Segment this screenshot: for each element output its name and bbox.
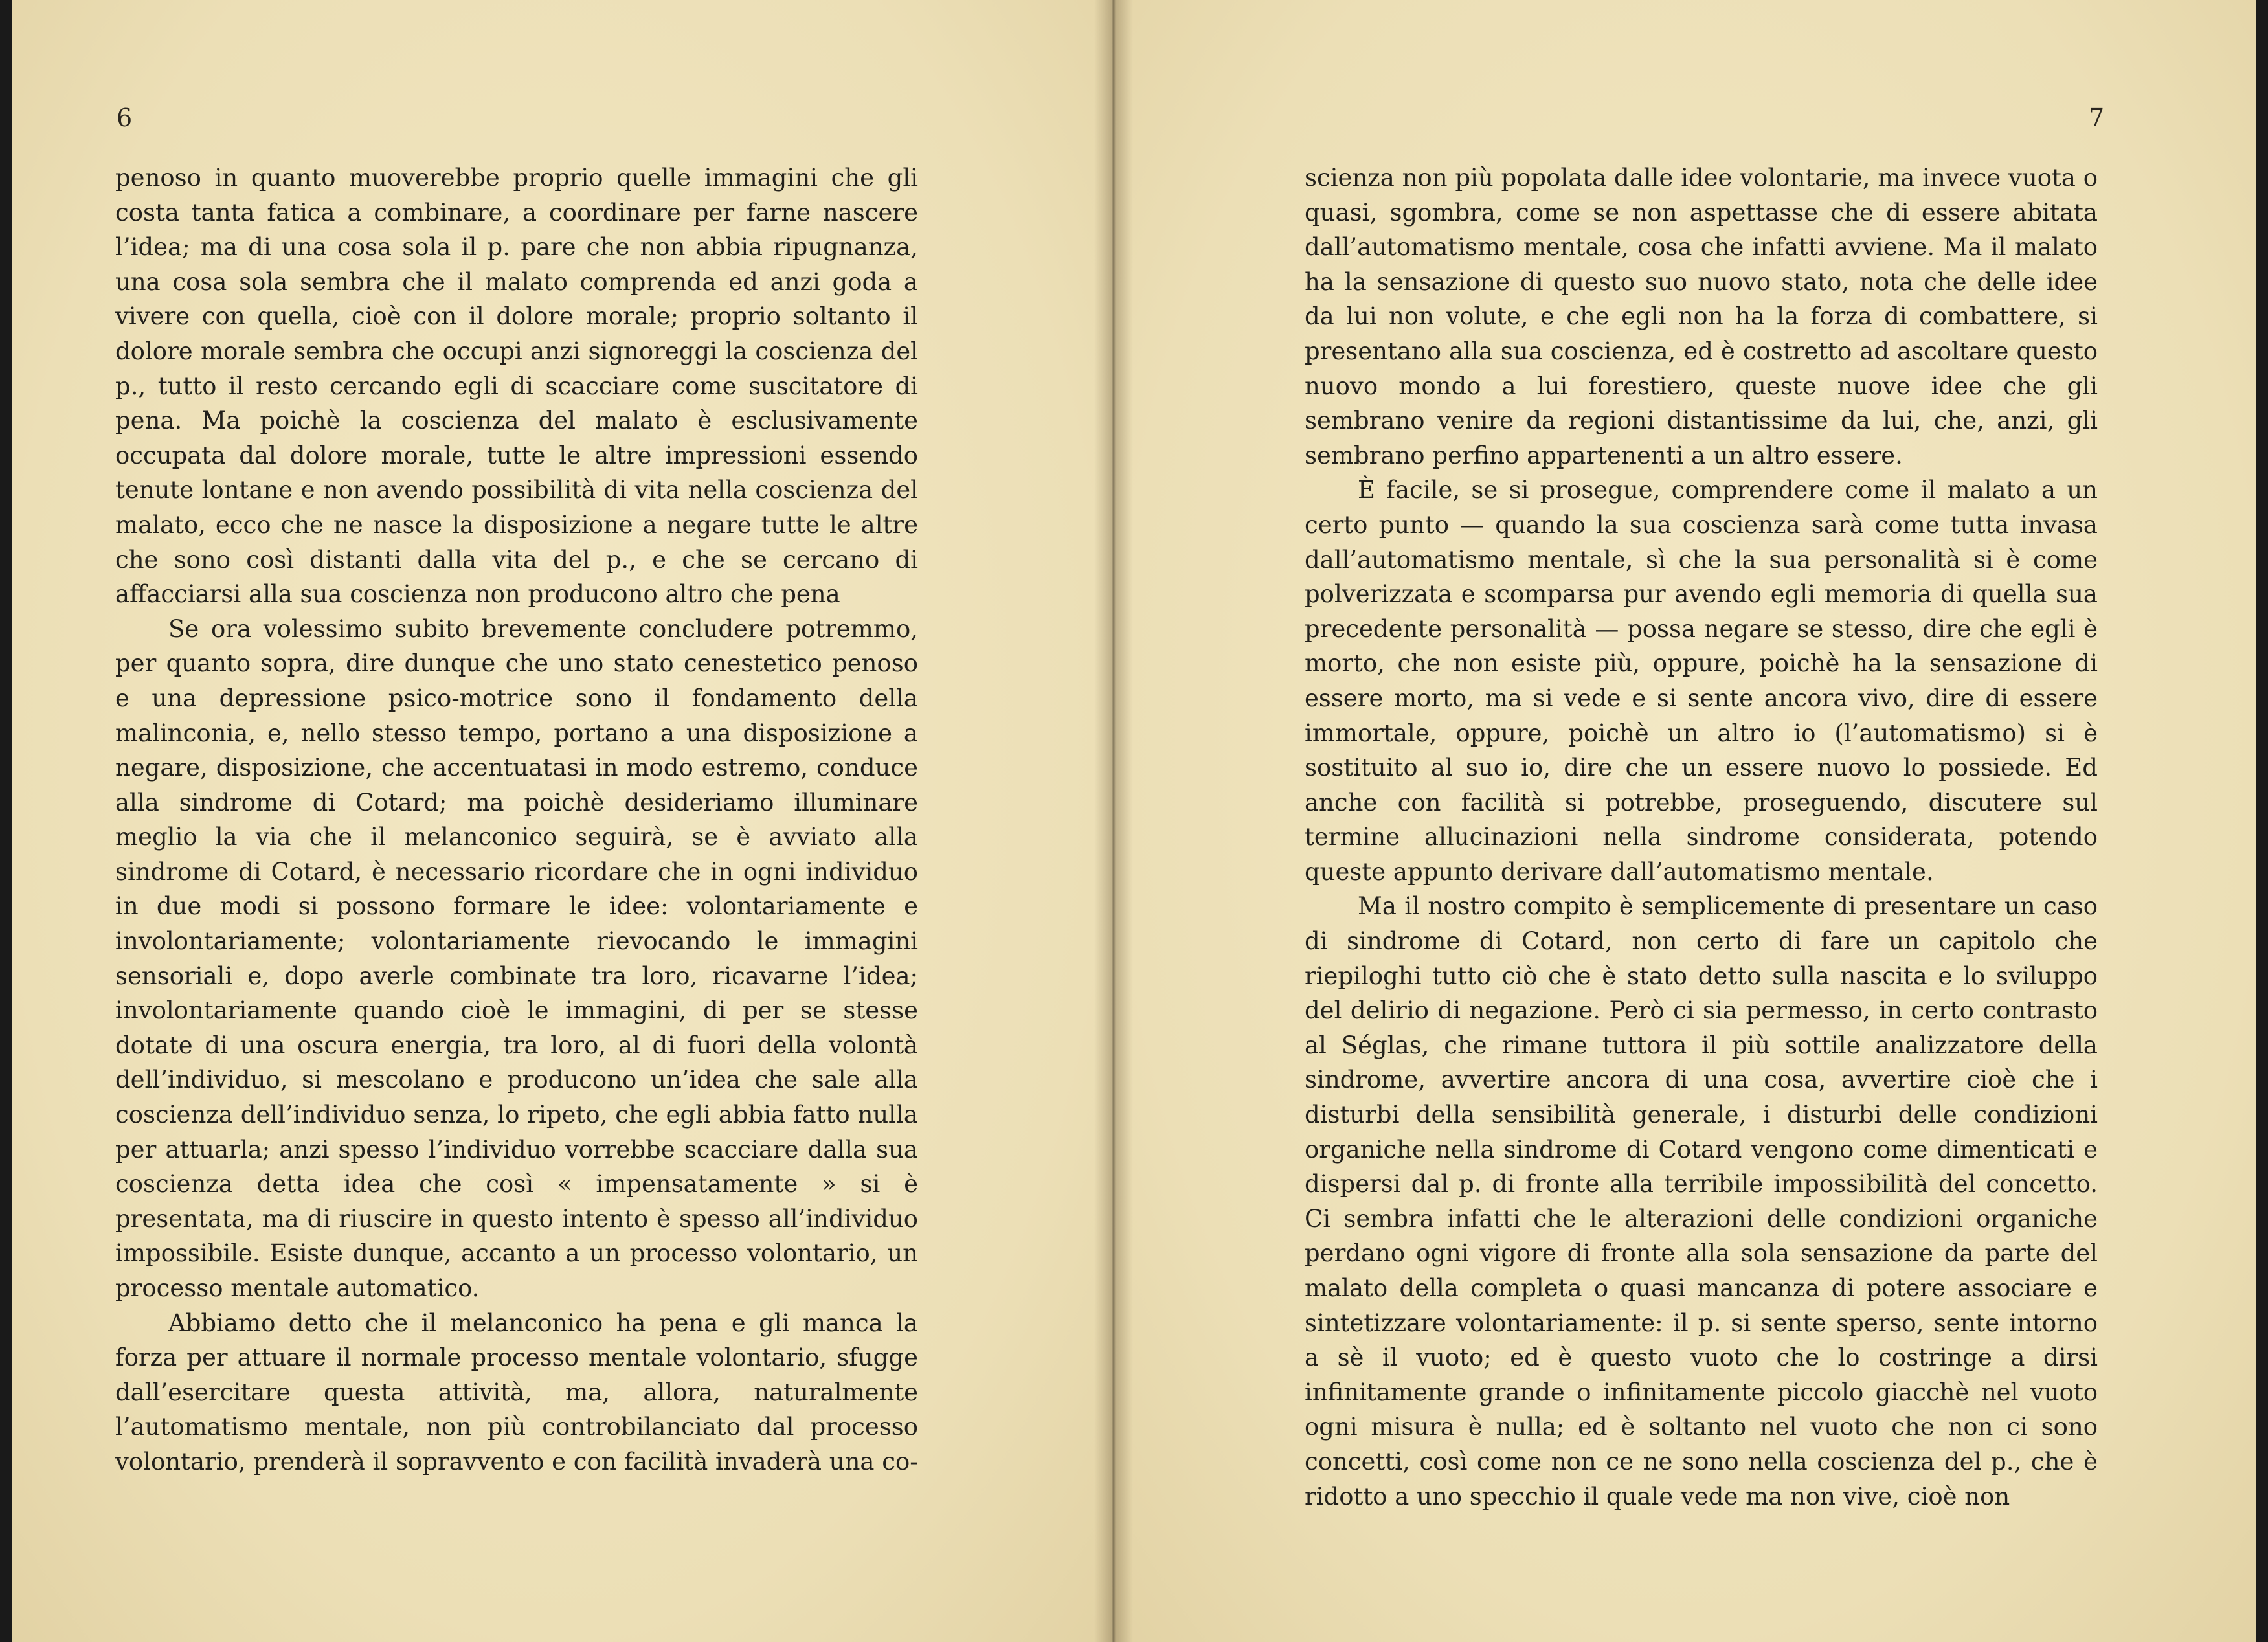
right-paragraph-2: È facile, se si prosegue, comprendere come il malato a un certo punto — quando la sua coscienza sarà come tutta invasa dall’automatismo mentale, sì che la sua personalità si è come polverizzata e scomparsa pur avendo egli memoria di quella sua precedente personalità — possa negare se stesso, dire che egli è morto, che non esiste più, oppure, poichè ha la sensazione di essere morto, ma si vede e si sente ancora vivo, dire di essere immortale, oppure, poichè un altro io (l’automatismo) si è sostituito al suo io, dire che un essere nuovo lo possiede. Ed anche con facilità si potrebbe, proseguendo, discutere sul termine allucinazioni nella sindrome considerata, potendo queste appunto derivare dall’automatismo mentale. [1305,476,2098,886]
book-gutter [1094,0,1133,1642]
left-paragraph-1: penoso in quanto muoverebbe proprio quelle immagini che gli costa tanta fatica a combinare, a coordinare per farne nascere l’idea; ma di una cosa sola il p. pare che non abbia ripugnanza, una cosa sola sembra che il malato comprenda ed anzi goda a vivere con quella, cioè con il dolore morale; proprio soltanto il dolore morale sembra che occupi anzi signoreggi la coscienza del p., tutto il resto cercando egli di scacciare come suscitatore di pena. Ma poichè la coscienza del malato è esclusivamente occupata dal dolore morale, tutte le altre impressioni essendo tenute lontane e non avendo possibilità di vita nella coscienza del malato, ecco che ne nasce la disposizione a negare tutte le altre che sono così distanti dalla vita del p., e che se cercano di affacciarsi alla sua coscienza non producono altro che pena [115,164,918,609]
page-number-left: 6 [117,104,133,132]
right-paragraph-3: Ma il nostro compito è semplicemente di presentare un caso di sindrome di Cotard, non certo di fare un capitolo che riepiloghi tutto ciò che è stato detto sulla nascita e lo sviluppo del delirio di negazione. Però ci sia permesso, in certo contrasto al Séglas, che rimane tuttora il più sottile analizzatore della sindrome, avvertire ancora di una cosa, avvertire cioè che i disturbi della sensibilità generale, i disturbi delle condizioni organiche nella sindrome di Cotard vengono come dimenticati e dispersi dal p. di fronte alla terribile impossibilità del concetto. Ci sembra infatti che le alterazioni delle condizioni organiche perdano ogni vigore di fronte alla sola sensazione da parte del malato della completa o quasi mancanza di potere associare e sintetizzare volontariamente: il p. si sente sperso, sente intorno a sè il vuoto; ed è questo vuoto che lo costringe a dirsi infinitamente grande o infinitamente piccolo giacchè nel vuoto ogni misura è nulla; ed è soltanto nel vuoto che non ci sono concetti, così come non ce ne sono nella coscienza del p., che è ridotto a uno specchio il quale vede ma non vive, cioè non [1305,892,2098,1511]
left-page [0,0,1112,1642]
left-paragraph-2: Se ora volessimo subito brevemente concludere potremmo, per quanto sopra, dire dunque che uno stato cenestetico penoso e una depressione psico-motrice sono il fondamento della malinconia, e, nello stesso tempo, portano a una disposizione a negare, disposizione, che accentuatasi in modo estremo, conduce alla sindrome di Cotard; ma poichè desideriamo illuminare meglio la via che il melanconico seguirà, se è avviato alla sindrome di Cotard, è necessario ricordare che in ogni individuo in due modi si possono formare le idee: volontariamente e involontariamente; volontariamente rievocando le immagini sensoriali e, dopo averle combinate tra loro, ricavarne l’idea; involontariamente quando cioè le immagini, di per se stesse dotate di una oscura energia, tra loro, al di fuori della volontà dell’individuo, si mescolano e producono un’idea che sale alla coscienza dell’individuo senza, lo ripeto, che egli abbia fatto nulla per attuarla; anzi spesso l’individuo vorrebbe scacciare dalla sua coscienza detta idea che così « impensatamente » si è presentata, ma di riuscire in questo intento è spesso all’individuo impossibile. Esiste dunque, accanto a un processo volontario, un processo mentale automatico. [115,614,918,1302]
left-paragraph-3: Abbiamo detto che il melanconico ha pena e gli manca la forza per attuare il normale processo mentale volontario, sfugge dall’esercitare questa attività, ma, allora, naturalmente l’automatismo mentale, non più controbilanciato dal processo volontario, prenderà il sopravvento e con facilità invaderà una co- [115,1309,918,1476]
right-page-text [1305,161,2098,1514]
right-page [1112,0,2268,1642]
scan-edge-right [2256,0,2268,1642]
left-page-text [115,161,918,1479]
page-number-right: 7 [2089,104,2105,132]
right-paragraph-1: scienza non più popolata dalle idee volontarie, ma invece vuota o quasi, sgombra, come se non aspettasse che di essere abitata dall’automatismo mentale, cosa che infatti avviene. Ma il malato ha la sensazione di questo suo nuovo stato, nota che delle idee da lui non volute, e che egli non ha la forza di combattere, si presentano alla sua coscienza, ed è costretto ad ascoltare questo nuovo mondo a lui forestiero, queste nuove idee che gli sembrano venire da regioni distantissime da lui, che, anzi, gli sembrano perfino appartenenti a un altro essere. [1305,164,2098,469]
scan-edge-left [0,0,12,1642]
